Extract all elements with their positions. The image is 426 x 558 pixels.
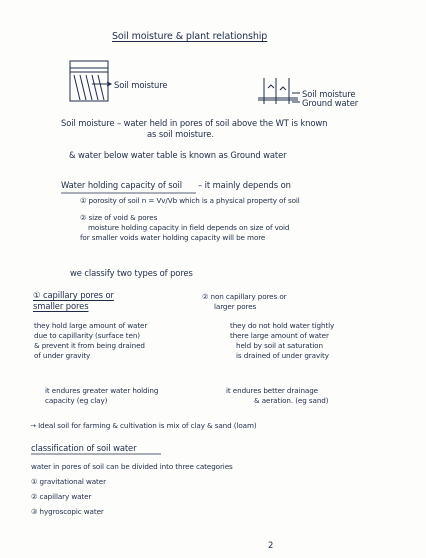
capillary-endures-line1: it endures greater water holding — [45, 386, 159, 395]
noncapillary-desc-line1: they do not hold water tightly — [230, 321, 335, 330]
pores-intro: we classify two types of pores — [70, 268, 193, 278]
whc-item-void-size: ② size of void & pores — [80, 213, 158, 222]
noncapillary-desc-line3: held by soil at saturation — [236, 341, 323, 350]
classification-item-hygroscopic: ③ hygroscopic water — [31, 507, 104, 516]
capillary-endures-line2: capacity (eg clay) — [45, 396, 108, 405]
whc-item-porosity: ① porosity of soil n = Vv/Vb which is a physical property of soil — [80, 196, 300, 205]
fig2-ground-water-label: Ground water — [302, 98, 359, 108]
capillary-heading-line1: ① capillary pores or — [33, 290, 114, 300]
noncapillary-endures-line2: & aeration. (eg sand) — [254, 396, 329, 405]
ground-water-definition: & water below water table is known as Ground water — [69, 150, 287, 160]
noncapillary-desc-line4: is drained of under gravity — [236, 351, 329, 360]
classification-intro: water in pores of soil can be divided into three categories — [31, 462, 233, 471]
soil-moisture-definition-line2: as soil moisture. — [147, 129, 214, 139]
capillary-heading-line2: smaller pores — [33, 301, 89, 311]
ideal-soil-note: → Ideal soil for farming & cultivation is mix of clay & sand (loam) — [30, 421, 257, 430]
soil-moisture-diagram — [70, 61, 111, 101]
capillary-desc-line2: due to capillarity (surface ten) — [34, 331, 140, 340]
page-number: 2 — [268, 540, 274, 550]
page-title: Soil moisture & plant relationship — [112, 31, 268, 42]
soil-moisture-definition-line1: Soil moisture – water held in pores of soil above the WT is known — [61, 118, 328, 128]
soil-moisture-label: Soil moisture — [114, 80, 168, 90]
whc-heading: Water holding capacity of soil — [61, 180, 183, 190]
classification-item-gravitational: ① gravitational water — [31, 477, 106, 486]
capillary-desc-line4: of under gravity — [34, 351, 91, 360]
ground-water-diagram — [258, 78, 300, 104]
noncapillary-heading-line1: ② non capillary pores or — [202, 292, 287, 301]
capillary-desc-line1: they hold large amount of water — [34, 321, 148, 330]
noncapillary-desc-line2: there large amount of water — [230, 331, 329, 340]
fig2-soil-moisture-label: Soil moisture — [302, 89, 356, 99]
capillary-desc-line3: & prevent it from being drained — [34, 341, 145, 350]
whc-note-line1: moisture holding capacity in field depends on size of void — [88, 223, 290, 232]
noncapillary-endures-line1: it endures better drainage — [226, 386, 318, 395]
classification-heading: classification of soil water — [31, 443, 137, 453]
classification-item-capillary: ② capillary water — [31, 492, 92, 501]
noncapillary-heading-line2: larger pores — [214, 302, 257, 311]
whc-note-line2: for smaller voids water holding capacity will be more — [80, 233, 266, 242]
whc-depends: – it mainly depends on — [198, 180, 291, 190]
